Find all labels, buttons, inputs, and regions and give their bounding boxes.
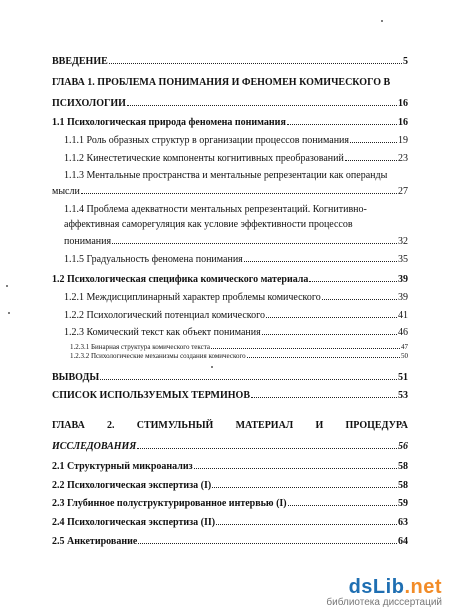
toc-entry-terms <box>52 389 408 402</box>
toc-page-number: 32 <box>398 236 408 247</box>
toc-entry-1-1 <box>52 116 408 129</box>
toc-entry-title: 1.2 Психологическая специфика комического материала <box>52 274 309 285</box>
toc-entry-title: понимания <box>64 236 112 247</box>
toc-leader-dots <box>112 235 397 244</box>
toc-leader-dots <box>100 371 397 380</box>
toc-entry-1-1-4 <box>64 235 408 248</box>
toc-entry-title: ИССЛЕДОВАНИЯ <box>52 441 137 452</box>
toc-page-number: 53 <box>398 390 408 401</box>
toc-page-number: 39 <box>398 274 408 285</box>
toc-entry-title: 1.1.5 Градуальность феномена понимания <box>64 254 243 265</box>
toc-page-number: 41 <box>398 310 408 321</box>
scan-speck <box>6 285 8 287</box>
toc-entry-title: 1.2.3 Комический текст как объект понимания <box>64 327 261 338</box>
toc-entry-chapter2 <box>52 440 408 453</box>
toc-page-number: 35 <box>398 254 408 265</box>
toc-entry-title: 1.2.3.1 Бинарная структура комического текста <box>70 343 210 351</box>
toc-leader-dots <box>127 97 397 106</box>
toc-entry-1-2-1 <box>64 291 408 304</box>
toc-page-number: 59 <box>398 498 408 509</box>
toc-page-number: 50 <box>401 352 408 360</box>
toc-entry-title: ПСИХОЛОГИИ <box>52 98 126 109</box>
toc-leader-dots <box>244 253 397 262</box>
toc-entry-1-2 <box>52 273 408 286</box>
toc-leader-dots <box>322 291 397 300</box>
toc-leader-dots <box>266 309 397 318</box>
toc-page-number: 16 <box>398 98 408 109</box>
toc-leader-dots <box>212 479 397 488</box>
toc-entry-title: 2.1 Структурный микроанализ <box>52 461 193 472</box>
toc-leader-dots <box>109 55 402 64</box>
toc-entry-chapter1 <box>52 97 408 110</box>
toc-page-number: 51 <box>398 372 408 383</box>
watermark-logo-tld: .net <box>404 576 442 598</box>
toc-entry-title: 1.1.1 Роль образных структур в организации процессов понимания <box>64 135 349 146</box>
toc-entry-1-1-3 <box>52 185 408 198</box>
toc-chapter2-word: ПРОЦЕДУРА <box>345 420 408 431</box>
toc-leader-dots <box>345 152 397 161</box>
toc-page-number: 23 <box>398 153 408 164</box>
toc-chapter2-word: И <box>315 420 324 431</box>
toc-page-number: 19 <box>398 135 408 146</box>
toc-page-number: 64 <box>398 536 408 547</box>
toc-entry-intro <box>52 55 408 68</box>
toc-entry-title: 1.1.2 Кинестетические компоненты когнитивных преобразований <box>64 153 344 164</box>
toc-chapter2-word: МАТЕРИАЛ <box>235 420 294 431</box>
toc-leader-dots <box>262 326 397 335</box>
toc-entry-1-2-3 <box>64 326 408 339</box>
toc-page-number: 47 <box>401 343 408 351</box>
toc-entry-title: 1.2.1 Междисциплинарный характер проблемы комического <box>64 292 321 303</box>
toc-entry-1-1-2 <box>64 152 408 165</box>
toc-entry-1-1-3-line1 <box>64 170 408 182</box>
toc-page-number: 58 <box>398 480 408 491</box>
toc-entry-title: 1.2.3.2 Психологические механизмы создания комического <box>70 352 246 360</box>
dslib-watermark <box>326 576 442 608</box>
toc-entry-conclusions <box>52 371 408 384</box>
toc-entry-1-2-3-2 <box>70 351 408 361</box>
toc-entry-title: мысли <box>52 186 80 197</box>
toc-entry-2-3 <box>52 497 408 510</box>
toc-entry-1-1-1 <box>64 134 408 147</box>
watermark-logo-main: dsLib <box>348 576 405 598</box>
toc-leader-dots <box>194 460 397 469</box>
toc-leader-dots <box>216 516 397 525</box>
toc-leader-dots <box>211 342 400 349</box>
watermark-subtitle: библиотека диссертаций <box>326 597 442 608</box>
toc-leader-dots <box>287 116 397 125</box>
watermark-logo <box>326 576 442 599</box>
toc-entry-2-1 <box>52 460 408 473</box>
toc-leader-dots <box>251 389 397 398</box>
toc-page-number: 46 <box>398 327 408 338</box>
toc-entry-title: 2.3 Глубинное полуструктурированное интервью (I) <box>52 498 287 509</box>
toc-leader-dots <box>288 497 397 506</box>
scan-speck <box>8 312 10 314</box>
toc-leader-dots <box>350 134 397 143</box>
toc-entry-title: 2.4 Психологическая экспертиза (II) <box>52 517 216 528</box>
toc-page-number: 58 <box>398 461 408 472</box>
toc-entry-2-5 <box>52 535 408 548</box>
scan-speck <box>381 20 383 22</box>
toc-entry-title: аффективная саморегуляция как условие эффективности процессов <box>64 219 353 230</box>
toc-leader-dots <box>138 535 397 544</box>
toc-entry-1-2-2 <box>64 309 408 322</box>
toc-entry-2-4 <box>52 516 408 529</box>
toc-chapter2-title-line1 <box>52 420 408 432</box>
toc-page-number: 63 <box>398 517 408 528</box>
toc-entry-title: ГЛАВА 1. ПРОБЛЕМА ПОНИМАНИЯ И ФЕНОМЕН КОМИЧЕСКОГО В <box>52 77 391 88</box>
toc-leader-dots <box>247 351 400 358</box>
toc-chapter2-word: СТИМУЛЬНЫЙ <box>136 420 214 431</box>
toc-entry-1-1-4-line1 <box>64 204 408 216</box>
toc-chapter2-word: 2. <box>107 420 115 431</box>
toc-entry-title: ВВЕДЕНИЕ <box>52 56 108 67</box>
toc-entry-title: СПИСОК ИСПОЛЬЗУЕМЫХ ТЕРМИНОВ <box>52 390 250 401</box>
toc-entry-1-1-5 <box>64 253 408 266</box>
toc-entry-title: 1.1.4 Проблема адекватности ментальных репрезентаций. Когнитивно- <box>64 204 367 215</box>
toc-entry-title: ВЫВОДЫ <box>52 372 100 383</box>
toc-entry-title: 1.1.3 Ментальные пространства и ментальные репрезентации как операнды <box>64 170 388 181</box>
toc-entry-title: 1.1 Психологическая природа феномена понимания <box>52 117 286 128</box>
toc-entry-title: 1.2.2 Психологический потенциал комического <box>64 310 265 321</box>
toc-entry-1-1-4-line2 <box>64 219 408 231</box>
toc-chapter2-word: ГЛАВА <box>52 420 85 431</box>
toc-leader-dots <box>309 273 397 282</box>
toc-page-number: 5 <box>403 56 408 67</box>
toc-leader-dots <box>137 440 397 449</box>
toc-leader-dots <box>81 185 397 194</box>
scan-speck <box>211 366 213 368</box>
toc-page-number: 27 <box>398 186 408 197</box>
toc-page-number: 16 <box>398 117 408 128</box>
toc-chapter1-title-line1 <box>52 77 408 89</box>
toc-entry-title: 2.2 Психологическая экспертиза (I) <box>52 480 212 491</box>
toc-entry-2-2 <box>52 479 408 492</box>
toc-entry-title: 2.5 Анкетирование <box>52 536 138 547</box>
toc-page-number: 56 <box>398 441 408 452</box>
toc-page-number: 39 <box>398 292 408 303</box>
